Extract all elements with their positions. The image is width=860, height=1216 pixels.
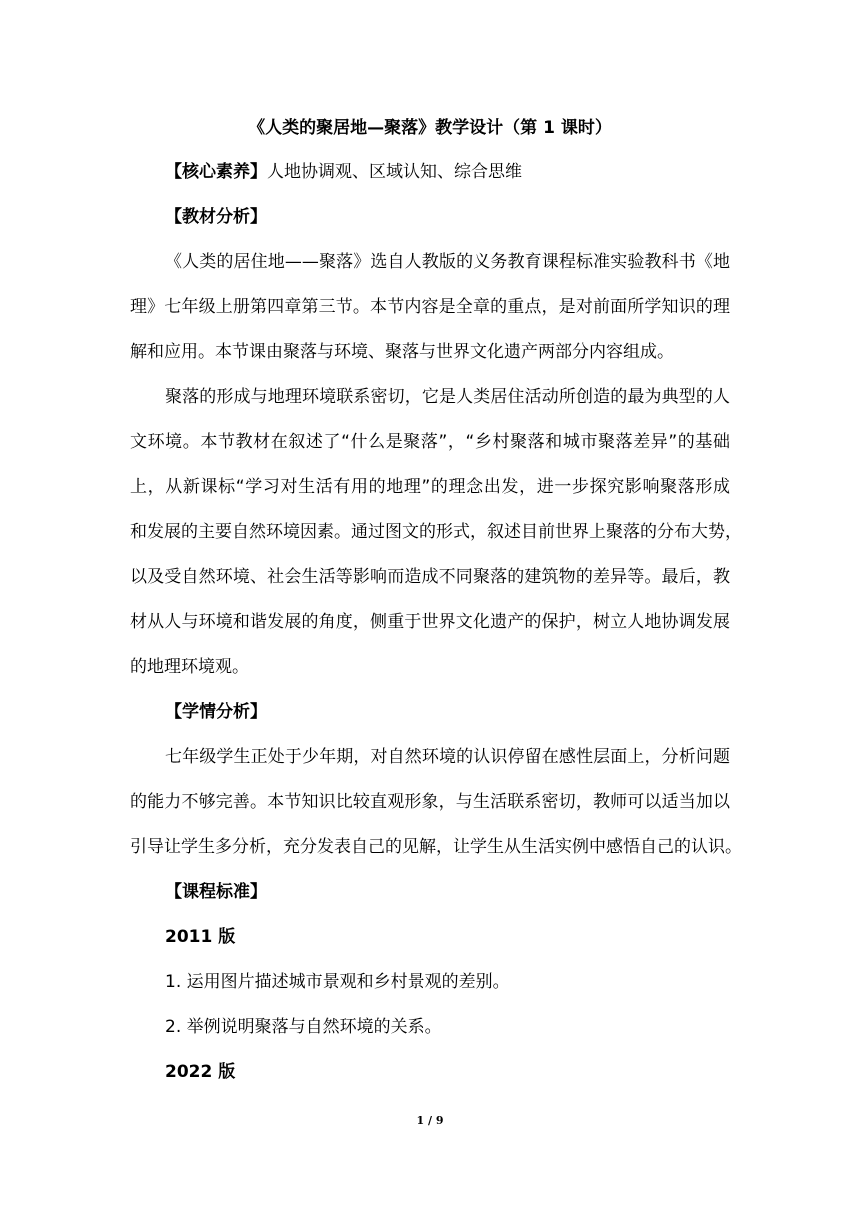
version-2011-heading: 2011 版 (165, 927, 236, 947)
student-analysis-paragraph (130, 745, 742, 880)
standard-item-1: 1. 运用图片描述城市景观和乡村景观的差别。 (165, 972, 510, 992)
curriculum-standard-heading: 【课程标准】 (165, 882, 267, 902)
paragraph-line: 文环境。本节教材在叙述了“什么是聚落”，“乡村聚落和城市聚落差异”的基础 (130, 432, 730, 452)
core-literacy-label: 【核心素养】 (165, 162, 267, 182)
paragraph-line: 和发展的主要自然环境因素。通过图文的形式，叙述目前世界上聚落的分布大势， (130, 522, 742, 542)
page-number: 1 / 9 (416, 1114, 444, 1127)
material-analysis-heading: 【教材分析】 (165, 207, 267, 227)
paragraph-line: 聚落的形成与地理环境联系密切，它是人类居住活动所创造的最为典型的人 (165, 387, 730, 407)
document-title: 《人类的聚居地—聚落》教学设计（第 1 课时） (248, 118, 612, 138)
standard-item-2: 2. 举例说明聚落与自然环境的关系。 (165, 1017, 442, 1037)
paragraph-line: 七年级学生正处于少年期，对自然环境的认识停留在感性层面上，分析问题 (165, 747, 730, 767)
core-literacy-line (165, 160, 522, 184)
version-2022-heading: 2022 版 (165, 1062, 236, 1082)
paragraph-line: 解和应用。本节课由聚落与环境、聚落与世界文化遗产两部分内容组成。 (130, 342, 674, 362)
paragraph-line: 的地理环境观。 (130, 657, 249, 677)
paragraph-line: 以及受自然环境、社会生活等影响而造成不同聚落的建筑物的差异等。最后，教 (130, 567, 730, 587)
paragraph-line: 理》七年级上册第四章第三节。本节内容是全章的重点，是对前面所学知识的理 (130, 297, 730, 317)
paragraph-line: 材从人与环境和谐发展的角度，侧重于世界文化遗产的保护，树立人地协调发展 (130, 612, 730, 632)
material-analysis-paragraph-2 (130, 385, 742, 700)
student-analysis-heading: 【学情分析】 (165, 702, 267, 722)
core-literacy-text: 人地协调观、区域认知、综合思维 (267, 162, 522, 182)
paragraph-line: 上，从新课标“学习对生活有用的地理”的理念出发，进一步探究影响聚落形成 (130, 477, 730, 497)
material-analysis-paragraph-1 (130, 250, 730, 385)
paragraph-line: 引导让学生多分析，充分发表自己的见解，让学生从生活实例中感悟自己的认识。 (130, 837, 742, 857)
paragraph-line: 《人类的居住地——聚落》选自人教版的义务教育课程标准实验教科书《地 (165, 252, 730, 272)
paragraph-line: 的能力不够完善。本节知识比较直观形象，与生活联系密切，教师可以适当加以 (130, 792, 730, 812)
